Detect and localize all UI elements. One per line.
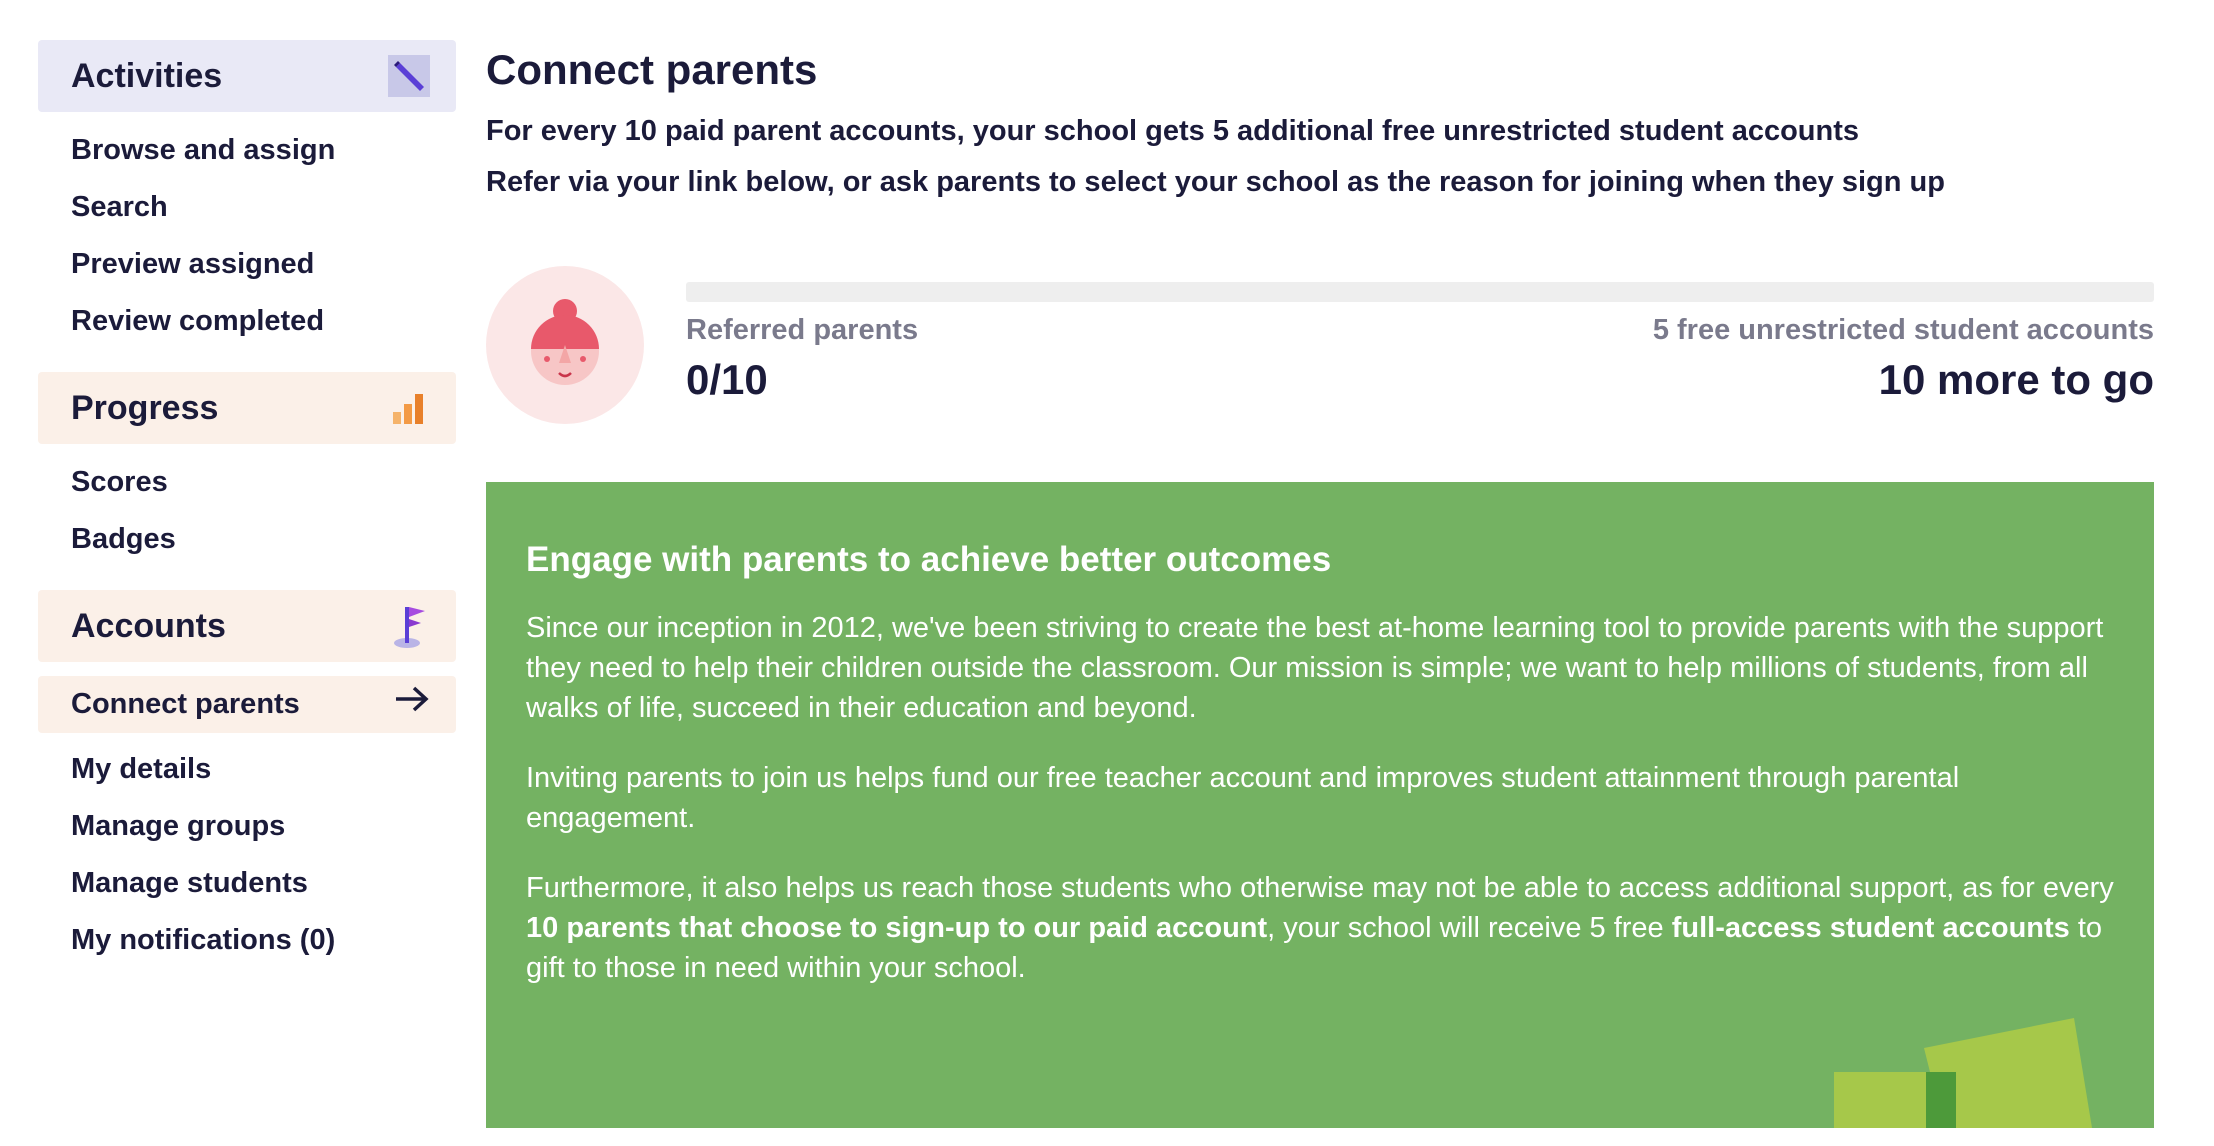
page-subtitle-refer: Refer via your link below, or ask parents to select your school as the reason for joining when they sign up	[486, 166, 1945, 198]
section-title: Activities	[71, 56, 223, 95]
card-title: Engage with parents to achieve better outcomes	[526, 540, 1332, 579]
card-paragraph-mission: Since our inception in 2012, we've been striving to create the best at-home learning tool to provide parents with the support they need to help their children outside the classroom. Our mission is simple; we want to help millions of students, from all walks of life, succeed in their education and beyond.	[526, 612, 2104, 724]
page-subtitle-reward: For every 10 paid parent accounts, your school gets 5 additional free unrestricted student accounts	[486, 115, 1860, 147]
activities-nav	[38, 112, 456, 372]
child-face-icon	[486, 266, 644, 424]
sidebar-section-activities[interactable]	[38, 40, 456, 112]
engagement-info-card	[486, 482, 2154, 1128]
decorative-shapes	[1834, 1008, 2154, 1128]
sidebar-item-my-details[interactable]: My details	[71, 753, 212, 785]
referred-parents-label: Referred parents	[686, 314, 919, 346]
sidebar-item-manage-students[interactable]: Manage students	[71, 867, 308, 899]
main-content	[486, 40, 2154, 480]
sidebar-item-search[interactable]: Search	[71, 191, 168, 223]
card-text: Furthermore, it also helps us reach those students who otherwise may not be able to access additional support, as for every	[526, 872, 2114, 904]
sidebar-section-progress[interactable]	[38, 372, 456, 444]
bar-chart-icon	[388, 387, 430, 429]
sidebar	[38, 40, 456, 991]
reward-label: 5 free unrestricted student accounts	[1652, 314, 2154, 346]
section-title: Accounts	[71, 606, 226, 645]
sidebar-item-manage-groups[interactable]: Manage groups	[71, 810, 286, 842]
sidebar-item-scores[interactable]: Scores	[71, 466, 168, 498]
card-paragraph-furthermore	[526, 868, 2114, 988]
referral-progress-bar	[686, 282, 2154, 302]
referred-parents-count: 0/10	[686, 356, 768, 403]
sidebar-item-label: Connect parents	[71, 688, 300, 720]
sidebar-item-my-notifications[interactable]: My notifications (0)	[71, 924, 336, 956]
sidebar-item-badges[interactable]: Badges	[71, 523, 176, 555]
arrow-right-icon	[394, 676, 430, 733]
progress-nav	[38, 444, 456, 590]
section-title: Progress	[71, 388, 219, 427]
pencil-icon	[388, 55, 430, 97]
card-text: to gift to those in need within your school.	[526, 912, 2103, 984]
sidebar-section-accounts[interactable]	[38, 590, 456, 662]
card-text: , your school will receive 5 free	[1267, 912, 1672, 944]
sidebar-item-review-completed[interactable]: Review completed	[71, 305, 325, 337]
card-paragraph-inviting: Inviting parents to join us helps fund our free teacher account and improves student attainment through parental engagement.	[526, 762, 1960, 834]
referral-progress	[486, 250, 2154, 480]
sidebar-item-preview-assigned[interactable]: Preview assigned	[71, 248, 315, 280]
accounts-nav	[38, 662, 456, 991]
sidebar-item-browse-and-assign[interactable]: Browse and assign	[71, 134, 336, 166]
remaining-count: 10 more to go	[1878, 356, 2154, 403]
card-text-bold: 10 parents that choose to sign-up to our paid account	[526, 912, 1268, 944]
sidebar-item-connect-parents[interactable]	[38, 676, 456, 733]
page-title: Connect parents	[486, 46, 818, 93]
flag-icon	[388, 605, 430, 647]
card-text-bold: full-access student accounts	[1671, 912, 2070, 944]
